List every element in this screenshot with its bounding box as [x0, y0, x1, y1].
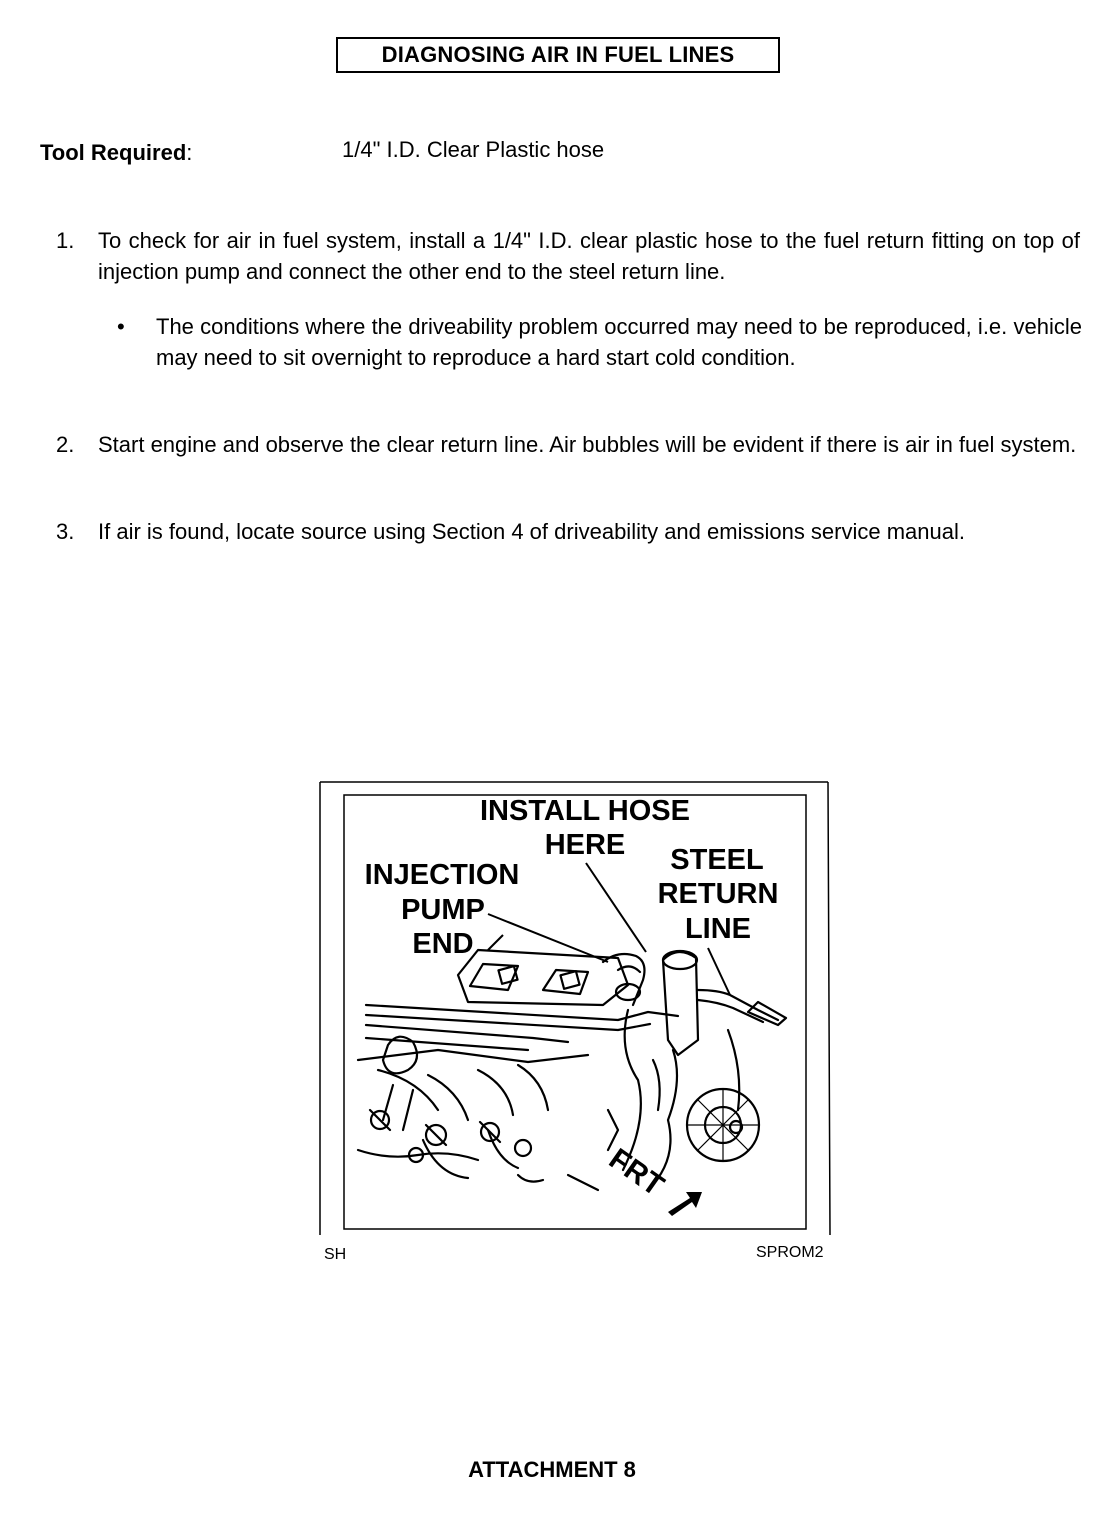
tool-required-colon: : [186, 140, 193, 165]
label-line: LINE [684, 913, 752, 945]
label-injection-end: END [412, 928, 474, 960]
tool-required-value: 1/4" I.D. Clear Plastic hose [342, 137, 605, 162]
label-install-hose: INSTALL HOSE [480, 795, 690, 827]
step-number: 2. [56, 432, 75, 457]
label-injection-pump: PUMP [401, 894, 485, 926]
tool-required-label [40, 140, 192, 166]
tool-required-label-text: Tool Required [40, 140, 187, 165]
step-text: Start engine and observe the clear return line. Air bubbles will be evident if there is air in fuel system. [98, 432, 1077, 457]
attachment-footer: ATTACHMENT 8 [468, 1457, 636, 1482]
label-frt: FRT [602, 1142, 670, 1203]
step-text: To check for air in fuel system, install a 1/4" I.D. clear plastic hose to the fuel return fitting on top of injection pump and connect the other end to the steel return line. [98, 228, 1080, 284]
label-install-hose-here: HERE [544, 829, 626, 861]
figure-caption-right: SPROM2 [756, 1244, 824, 1261]
label-injection: INJECTION [364, 859, 520, 891]
bullet-text: The conditions where the driveability problem occurred may need to be reproduced, i.e. vehicle may need to sit overnight to reproduce a hard start cold condition. [156, 314, 1082, 370]
label-return: RETURN [657, 878, 779, 910]
front-arrow-icon [668, 1192, 702, 1216]
page-title: DIAGNOSING AIR IN FUEL LINES [336, 37, 780, 73]
step-number: 1. [56, 228, 75, 253]
step-number: 3. [56, 519, 75, 544]
figure-caption-left: SH [324, 1246, 347, 1263]
label-steel: STEEL [670, 844, 764, 876]
step-text: If air is found, locate source using Section 4 of driveability and emissions service manual. [98, 519, 965, 544]
bullet-dot: • [117, 314, 125, 339]
